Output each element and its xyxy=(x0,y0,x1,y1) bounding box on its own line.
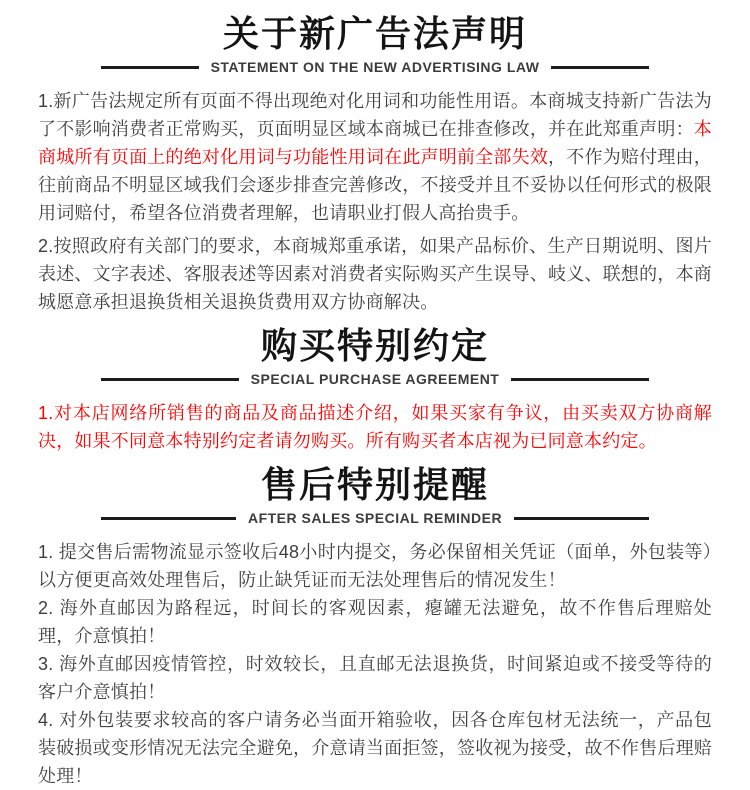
reminder-subtitle: AFTER SALES SPECIAL REMINDER xyxy=(247,510,503,526)
statement-paragraph-2: 2.按照政府有关部门的要求，本商城郑重承诺，如果产品标价、生产日期说明、图片表述、文字表述、客服表述等因素对消费者实际购买产生误导、岐义、联想的，本商城愿意承担退换货相关退换货费用双方协商解决。 xyxy=(38,236,712,312)
statement-p1-black-lead: 1.新广告法规定所有页面不得出现绝对化用词和功能性用语。本商城支持新广告法为了不影响消费者正常购买，页面明显区域本商城已在排查修改，并在此郑重声明： xyxy=(38,91,712,139)
agreement-paragraph-1: 1.对本店网络所销售的商品及商品描述介绍，如果买家有争议，由买卖双方协商解决，如果不同意本特别约定者请勿购买。所有购买者本店视为已同意本约定。 xyxy=(38,403,712,451)
section-statement xyxy=(0,12,750,316)
reminder-item-3: 3. 海外直邮因疫情管控，时效较长，且直邮无法退换货，时间紧迫或不接受等待的客户介意慎拍！ xyxy=(38,654,712,702)
divider-line-right xyxy=(514,517,649,520)
divider-line-left xyxy=(101,378,239,381)
reminder-item-1: 1. 提交售后需物流显示签收后48小时内提交，务必保留相关凭证（面单，外包装等）以方便更高效处理售后，防止缺凭证而无法处理售后的情况发生！ xyxy=(38,542,712,590)
statement-title: 关于新广告法声明 xyxy=(222,13,527,54)
statement-paragraph-1 xyxy=(38,87,712,227)
statement-content xyxy=(0,87,750,316)
reminder-item-4: 4. 对外包装要求较高的客户请务必当面开箱验收，因各仓库包材无法统一，产品包装破损或变形情况无法完全避免，介意请当面拒签，签收视为接受，故不作售后理赔处理！ xyxy=(38,710,712,786)
agreement-divider xyxy=(101,371,649,387)
agreement-title: 购买特别约定 xyxy=(260,325,489,366)
section-reminder xyxy=(0,463,750,790)
statement-p1-black-tail: ，不作为赔付理由，往前商品不明显区域我们会逐步排查完善修改，不接受并且不妥协以任何形式的极限用词赔付，希望各位消费者理解，也请职业打假人高抬贵手。 xyxy=(38,147,712,223)
divider-line-right xyxy=(551,66,649,69)
reminder-content xyxy=(0,538,750,790)
divider-line-left xyxy=(101,66,199,69)
divider-line-right xyxy=(511,378,649,381)
reminder-item-2: 2. 海外直邮因为路程远，时间长的客观因素，瘪罐无法避免，故不作售后理赔处理，介意慎拍！ xyxy=(38,598,712,646)
agreement-content xyxy=(0,399,750,455)
section-agreement xyxy=(0,324,750,455)
statement-p1-red-clause: 本商城所有页面上的绝对化用词与功能性用词在此声明前全部失效 xyxy=(38,119,712,167)
reminder-divider xyxy=(101,510,649,526)
statement-divider xyxy=(101,59,649,75)
reminder-title: 售后特别提醒 xyxy=(260,464,489,505)
statement-subtitle: STATEMENT ON THE NEW ADVERTISING LAW xyxy=(210,59,540,75)
divider-line-left xyxy=(101,517,236,520)
agreement-subtitle: SPECIAL PURCHASE AGREEMENT xyxy=(250,371,500,387)
